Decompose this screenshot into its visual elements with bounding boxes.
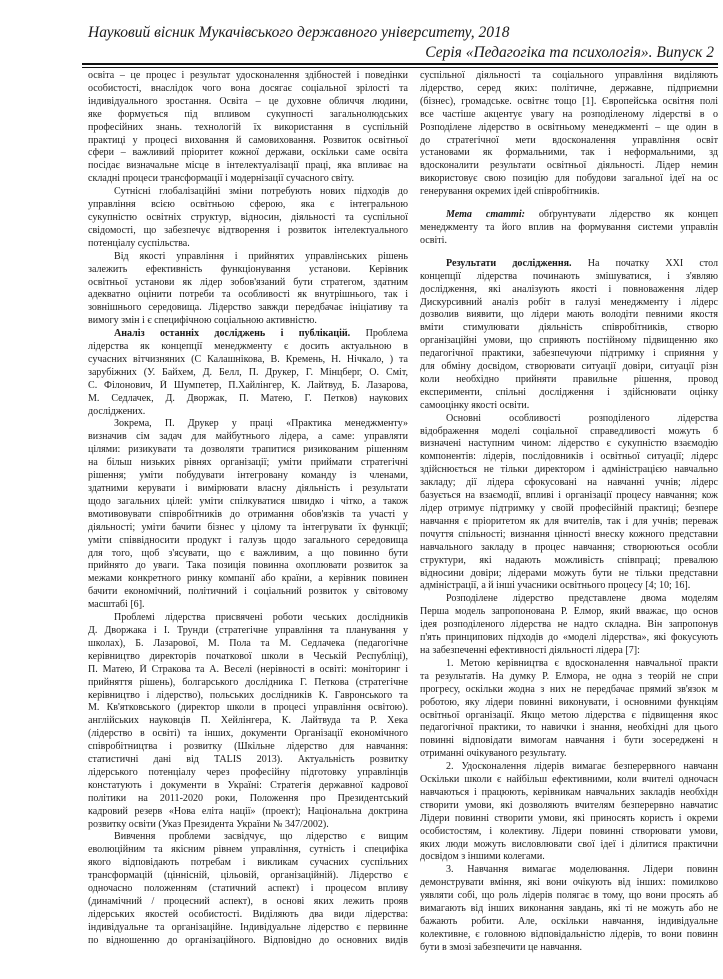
text-line: лідерського потенціалу через професійну підготовку управлінців (88, 766, 408, 778)
text-line: цілями: ризикувати та дозволяти трапитися ризикованим рішенням (88, 444, 408, 456)
text-line: вдосконалити результати освітньої діяльності. Лідер немин (420, 160, 718, 172)
text-line: П. Матею, Й Стракова та А. Веселі (нерівності в освіті: моніторинг і (88, 663, 408, 675)
text-line: вмотивовувати співробітників до отримання обов'язків та участі у (88, 508, 408, 520)
text-line: бути в змозі забезпечити це навчання. (420, 941, 582, 953)
text-line: межами конкретного ринку компанії або країни, а керівник повинен (88, 573, 408, 585)
text-line: повинні відповідати вимогам навчання і бути зосереджені н (420, 735, 718, 747)
text-line: бачити економічний, політичний і соціальний розвиток у світовому (88, 586, 408, 598)
text-line: генерування окремих ідей співробітників. (420, 186, 600, 198)
text-line: все частіше акцентує увагу на розподіленому лідерстві в о (420, 108, 718, 120)
text-line: концепції лідерства починають змішуватися, і з'являю (420, 270, 718, 282)
text-line: навчаються і працюють, керівникам навчальних закладів необхідн (420, 786, 718, 798)
text-line: Основні особливості розподіленого лідерства (446, 412, 718, 424)
text-line-rest: На початку XXI стол (571, 257, 718, 269)
text-line: посідає визначальне місце в інтелектуалізації праці, яка впливає на (88, 160, 408, 172)
text-line: по відношенню до організаційного. Відповідно до основних видів (88, 934, 408, 946)
text-line: особистостям, і колективу. Лідери повинні створювати умови, (420, 825, 718, 837)
text-line (88, 328, 408, 341)
text-line: М. Кв'ятковського (директор школи в процесі управління освітою). (88, 702, 408, 714)
text-line: щодо загальних цілей: уміти спілкуватися швидко і чітко, а також (88, 495, 408, 507)
text-line: вимогу змін і є специфічною соціальною активністю. (88, 315, 317, 327)
text-line: індивідуальне та організаційне. Індивідуальне лідерство є первинне (88, 921, 408, 933)
text-line: яких люди можуть висловлювати свої ідеї і ділитися практични (420, 838, 718, 850)
text-line: для того, щоб з'ясувати, що є важливим, а що повинно бути (88, 547, 408, 559)
text-line: масштабі [6]. (88, 599, 145, 611)
text-line (420, 209, 718, 222)
text-line: організаційні умови, що сприяють постійному підвищенню яко (420, 335, 718, 347)
text-line: прогресу, оскільки жодна з них не передбачає прямий зв'язок м (420, 683, 718, 695)
text-line: для обміну досвідом, створювати ситуації довіри, ситуації різн (420, 361, 718, 373)
text-line: 3. Навчання вимагає моделювання. Лідери повинн (446, 864, 718, 876)
text-line: Д. Дворжака і І. Трунди (стратегічне управління та планування у (88, 624, 408, 636)
text-line: навчання є пріоритетом як для вчителів, так і для учнів; переваж (420, 515, 718, 527)
text-line: Проблемі лідерства присвячені роботи чеських дослідників (114, 612, 408, 624)
text-line: відносини довіри; лідерами можуть бути не тільки представни (420, 567, 718, 579)
text-line: на більш низьких рівнях організації; уміти приймати стратегічні (88, 457, 408, 469)
text-line (420, 258, 718, 271)
text-line: адекватно оцінити потреби та особливості як внутрішнього, так і (88, 289, 408, 301)
section-heading-aim: Мета статті: (446, 209, 525, 221)
text-line: статистичні дані від TALIS 2013). Актуальність розвитку (88, 754, 408, 766)
text-line: потенціалу суспільства. (88, 237, 190, 249)
right-column (420, 70, 718, 975)
text-line: зарубіжних (У. Байхем, Д. Белл, П. Друкер, Г. Мінцберг, О. Сміт, (88, 366, 408, 378)
text-line: п'ять принципових підходів до «моделі лідерства», які фокусують (420, 632, 718, 644)
text-line: педагогічної практики, то навички і знання, необхідні для цього (420, 722, 718, 734)
text-line: керівництво директорів початкової школи в Чеській Республіці), (88, 650, 408, 662)
text-line: здатними керувати і вимірювати власну діяльність і результати (88, 483, 408, 494)
text-line: Оскільки школи є найбільш ефективними, коли вчителі одночасн (420, 774, 718, 786)
text-line: бажають робити. Але, оскільки навчання, індивідуальне (420, 916, 718, 927)
text-line: закладу; дії лідера сфокусовані на навчанні учнів; лідерс (420, 477, 718, 489)
text-line: сучасних вітчизняних (С Калашнікова, В. Кремень, Н. Нічкало, ) та (88, 353, 408, 365)
text-line: використовує свою позицію для побудови загальної ідеї на ос (420, 173, 718, 185)
text-line: на забезпеченні ефективності діяльності лідера [7]: (420, 644, 640, 656)
text-line: уявляти собі, що роль лідерів полягає в тому, що вони просять аб (420, 890, 718, 902)
text-line: суспільної діяльності та соціального управління виділяють (420, 70, 718, 81)
text-line: структури, які надають можливість співпраці; превалюю (420, 554, 718, 566)
text-line: Дискурсивний аналіз робіт в галузі менеджменту і лідерс (420, 296, 718, 308)
text-line: Вивчення проблеми засвідчує, що лідерство є вищим (114, 831, 408, 843)
text-line: досліджених. (88, 405, 146, 417)
text-line: школах), Б. Лазарової, М. Пола та М. Седлачека (педагогічне (88, 637, 408, 649)
text-line: дозволив виявити, що лідери мають володіти певними якостя (420, 309, 718, 321)
text-line: менеджменту та його вплив на формування системи управлін (420, 221, 718, 233)
text-line: професійних знань. технологій їх використання в суспільній (88, 121, 408, 133)
text-line: коли необхідно прийняти правильне рішення, провод (420, 373, 718, 385)
text-line: колективне, є головною відповідальністю лідерів, то вони повинн (420, 928, 718, 940)
text-line: самооцінку якості освіти. (420, 399, 530, 411)
text-line: відображення моделі соціальної справедливості можуть б (420, 425, 718, 437)
text-line: співробітництва і розвитку (Шкільне лідерство для навчання: (88, 741, 408, 753)
text-line: управління всією освітньою сферою, яка є інтегральною (88, 199, 408, 211)
text-line: досвідом з іншими колегами. (420, 851, 545, 863)
text-line: педагогічної практики, забезпечуючи підтримку і сприяння у (420, 348, 718, 360)
text-line: констатують і документи в Україні: Стратегія державної кадрової (88, 779, 408, 791)
text-line: (бізнес), громадське. освітнє тощо [1]. Європейська освітня полі (420, 95, 718, 107)
text-line: Розподілене лідерство в освітньому менеджменті – ще один в (420, 121, 718, 133)
text-line: трансформацій (ціннісній, цільовій, організаційній). Лідерство є (88, 870, 408, 882)
text-line: установами як формальними, так і неформальними, зд (420, 147, 718, 159)
text-line: залежить ефективність функціонування установи. Керівник (88, 263, 408, 275)
text-line: Розподілене лідерство представлене двома моделям (446, 593, 718, 605)
text-line: та результатів. На думку Р. Елмора, не одна з теорій не спри (420, 670, 718, 682)
text-line: розвитку освіти (Указ Президента України № 347/2002). (88, 818, 329, 830)
text-line: 2. Удосконалення лідерів вимагає безперервного навчанн (446, 761, 718, 773)
text-line: С. Філонович, Й Шумпетер, П.Хайлінгер, К. Лайтвуд, Б. Лазарова, (88, 379, 408, 391)
text-line: демонструвати вміння, які вони очікують від інших: помилково (420, 877, 718, 889)
text-line: освітньої установи як лідер зобов'язаний бути стратегом, здатним (88, 276, 408, 288)
section-heading-recent-research: Аналіз останніх досліджень і публікацій. (114, 328, 351, 340)
text-line: освітньої організації. Якщо метою лідерства є підвищення якос (420, 709, 718, 721)
text-line-rest: Проблема (350, 328, 408, 340)
text-line: уміти співвідносити продукт і галузь щодо загального середовища (88, 534, 408, 546)
text-line: визначені наступним чином: лідерство є сукупністю взаємодію (420, 438, 718, 450)
text-line: М. Седлачек, Д. Дворжак, П. Матею, Г. Петков) наукових (88, 392, 408, 404)
text-line: навчального закладу в процес навчання; створюються особли (420, 541, 718, 553)
text-line: індивідуального зростання. Освіта – це духовне обличчя людини, (88, 95, 408, 107)
text-line: рішення; уміти побудувати інтегровану команду із членами, (88, 470, 408, 482)
text-line: Лідери повинні створити умови, які приносять користь і окреми (420, 812, 718, 824)
text-line: одночасно положенням (статичний аспект) і процесом впливу (88, 883, 408, 895)
text-line: визначив сім задач для майбутнього лідера, а саме: управляти (88, 431, 408, 443)
text-line: Сутнісні глобалізаційні зміни потребують нових підходів до (114, 186, 408, 198)
text-line: (лідерство в освіті) та інших, документи Організації економічного (88, 728, 408, 740)
header-rule (82, 63, 718, 68)
series-title: Серія «Педагогіка та психологія». Випуск 2 (425, 44, 714, 61)
text-line: яке формується під впливом сукупності загальнолюдських (88, 108, 408, 120)
text-line: базується на взаємодії, впливі і організації процесу навчання; кож (420, 490, 718, 502)
text-line: еволюційним та якісним рівнем управління, сутність і специфіка (88, 844, 408, 856)
text-line: роботою, яку лідери повинні виконувати, і основними функціям (420, 696, 718, 708)
text-line: свідомості, що забезпечує відтворення і розвиток інтелектуального (88, 224, 408, 236)
text-line: Зокрема, П. Друкер у праці «Практика менеджменту» (114, 418, 408, 430)
text-line: лідерство, серед яких: політичне, державне, підприємни (420, 82, 718, 94)
left-column (88, 70, 408, 975)
running-header (88, 24, 718, 66)
text-line: особистості, внаслідок чого вона досягає соціальної зрілості та (88, 82, 408, 94)
text-line: якого відповідають потребам і викликам сучасних суспільних (88, 857, 408, 869)
text-line: лідерства як концепції менеджменту є досить актуальною в (88, 341, 408, 353)
text-line: 1. Метою керівництва є вдосконалення навчальної практи (446, 657, 718, 669)
text-line: прийняття рішень), болгарського дослідника Г. Петкова (стратегічне (88, 676, 408, 688)
text-line: ідея розподіленого лідерства не надто складна. Він запропонув (420, 619, 718, 631)
text-line: сфери – важливий пріоритет кожної держави, оскільки саме освіта (88, 147, 408, 159)
text-line: отриманні очікуваного результату. (420, 748, 567, 760)
text-line: кадровий резерв «Нова еліта нації» (проект); Національна доктрина (88, 805, 408, 817)
text-line: освіті. (420, 234, 447, 246)
text-line: керівництво і лідерство), польських дослідників К. Гавронського та (88, 689, 408, 701)
text-line: зовнішнього середовища. Лідерство завжди передбачає ініціативу та (88, 302, 408, 314)
text-line: вміти стимулювати діяльність співробітників, створю (420, 322, 718, 334)
text-line: сукупністю освітніх структур, відносин, діяльності та суспільної (88, 211, 408, 223)
text-line-rest: обґрунтувати лідерство як концеп (524, 209, 718, 221)
journal-title: Науковий вісник Мукачівського державного університету, 2018 (88, 24, 510, 41)
text-line: дослідження, які аналізують якості і повноваження лідер (420, 283, 718, 295)
text-line: адміністрації, а й інші учасники освітнього процесу [4; 10; 16]. (420, 580, 691, 592)
text-line: лідерських якостей особистості. Виділяють два види лідерства: (88, 908, 408, 920)
text-line: здійснюється не тільки директором і адміністрацією навчально (420, 464, 718, 476)
text-line: експерименти, спільні дослідження і здійснювати оцінку (420, 386, 718, 398)
text-line: (динамічний / процесний аспект), в основі яких лежить прояв (88, 896, 408, 907)
text-line: вимагають від інших виконання завдань, які ті не можуть або не (420, 903, 718, 915)
text-line: почуття спільності; визнання цінності внеску кожного представни (420, 528, 718, 540)
text-line: практиці у процесі виховання й самовиховання. Розвиток освітньої (88, 134, 408, 146)
text-line: створити умови, які дозволяють вчителям безперервно навчатис (420, 799, 718, 811)
text-line: прийнято до уваги. Така позиція повинна охоплювати розвиток за (88, 560, 408, 572)
text-line: Від якості управління і прийнятих управлінських рішень (114, 250, 408, 262)
text-line: освіта – це процес і результат удосконалення здібностей і поведінки (88, 70, 408, 81)
section-heading-results: Результати дослідження. (446, 257, 572, 269)
text-line: Перша модель запропонована Р. Елмор, який вважає, що основ (420, 606, 718, 618)
text-line: компонентів: лідерів, послідовників і освітньої ситуації; лідерс (420, 451, 718, 463)
text-line: до стратегічної мети вдосконалення управління освіт (420, 134, 718, 146)
text-line: політики на 2011-2020 роки, Положення про Президентський (88, 792, 408, 804)
text-line: складні процеси трансформації і модернізації сучасного світу. (88, 173, 355, 185)
text-line: лідер отримує підтримку у своїй професійній практиці; безпере (420, 503, 718, 514)
text-line: діяльності; уміти бачити бізнес у цілому та інтегрувати їх функції; (88, 521, 408, 533)
text-line: англійських науковців П. Хейлінгера, К. Лайтвуда та Р. Хека (88, 715, 408, 727)
